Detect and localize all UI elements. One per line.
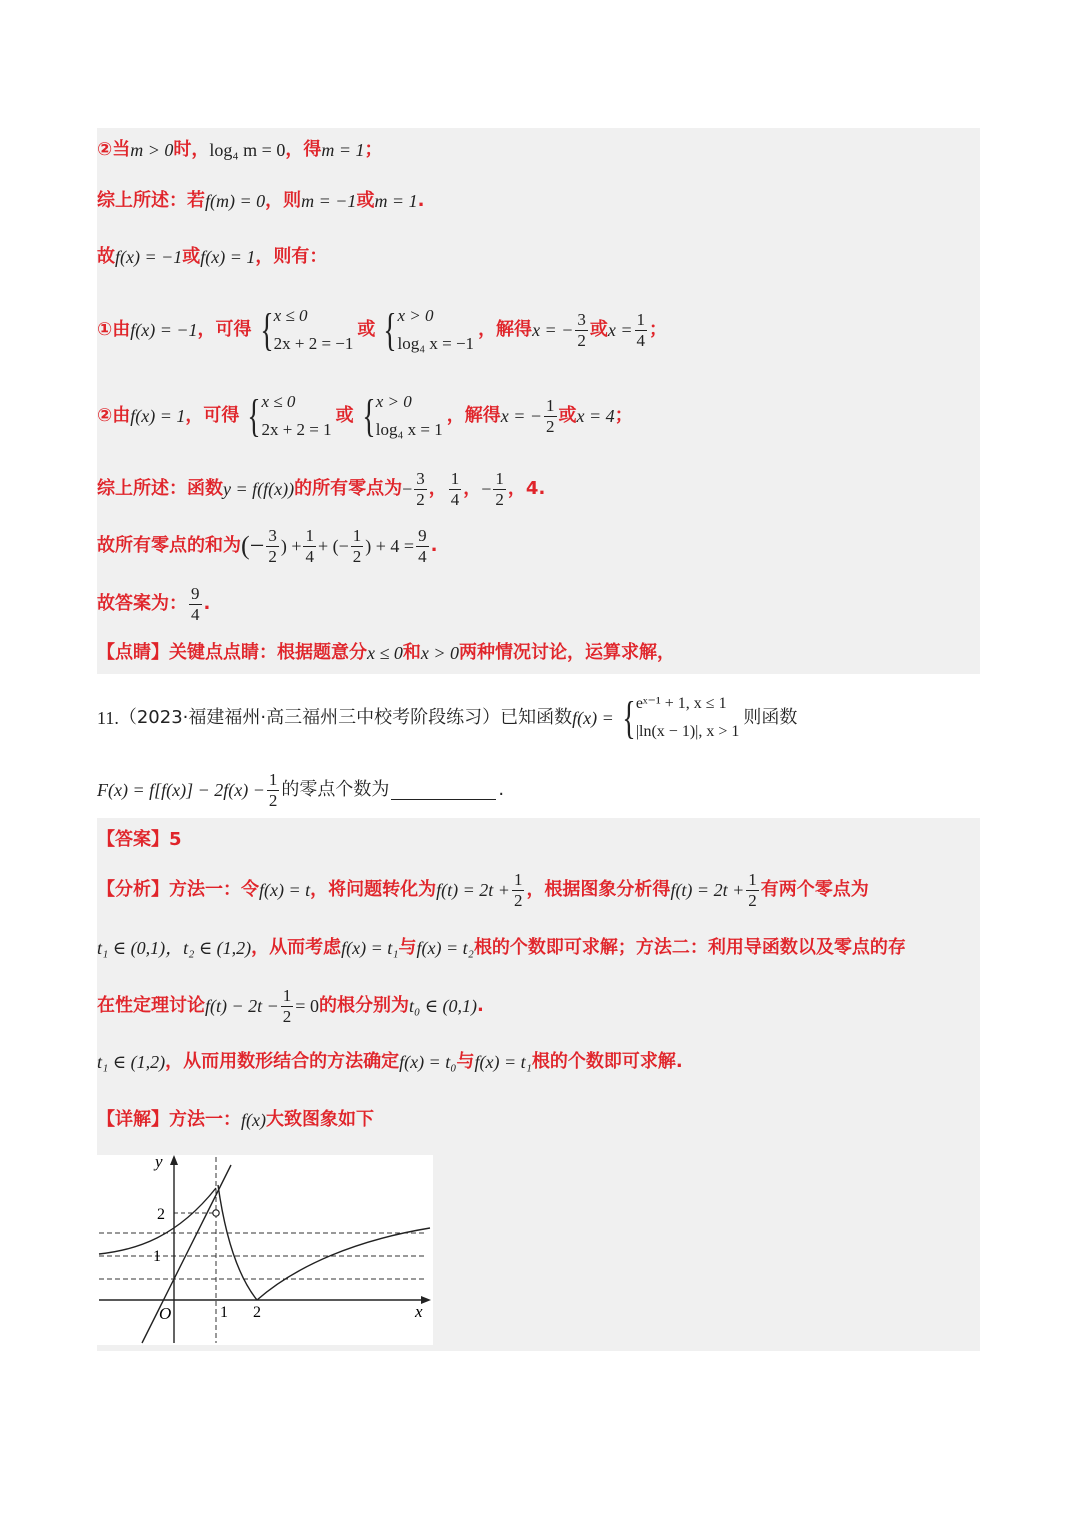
sol11-answer: 【答案】5 <box>97 829 182 850</box>
fraction: $\frac{1}{2}$ <box>268 769 278 810</box>
sol10-line-9: 【点睛】关键点点睛：根据题意分 x ≤ 0 和 x > 0 两种情况讨论，运算求解， <box>97 642 676 663</box>
fraction: $\frac{1}{4}$ <box>305 525 314 566</box>
fraction: $\frac{3}{2}$ <box>416 468 425 509</box>
fraction: $\frac{1}{2}$ <box>495 468 504 509</box>
fraction: $\frac{9}{4}$ <box>418 525 427 566</box>
q11-line-1: 11. （2023·福建福州·高三福州三中校考阶段练习）已知函数 f(x) = { eˣ⁻¹ + 1, x ≤ 1 |ln(x − 1)|, x > 1 则函数 <box>97 690 797 746</box>
sol10-line-6: 综上所述：函数 y = f(f(x)) 的所有零点为 − $\frac{3}{2}$ ， $\frac{1}{4}$ ， − $\frac{1}{2}$ ，4. <box>97 468 546 509</box>
graph-background <box>97 1155 433 1345</box>
q11-line-2: F(x) = f[f(x)] − 2f(x) − $\frac{1}{2}$ 的零点个数为 . <box>97 769 505 810</box>
sol10-line-1: ②当 m > 0 时， log₄ m = 0 ，得 m = 1 ； <box>97 139 383 160</box>
x-tick-2: 2 <box>253 1304 261 1321</box>
sol10-line-8: 故答案为： $\frac{9}{4}$ . <box>97 583 211 624</box>
sol10-line-7: 故所有零点的和为 (− $\frac{3}{2}$ ) + $\frac{1}{4}$ + (− $\frac{1}{2}$ ) + 4 = $\frac{9}{4}$ . <box>97 525 438 566</box>
y-axis-label: y <box>155 1155 163 1171</box>
answer-blank[interactable] <box>391 781 496 800</box>
fraction: $\frac{1}{2}$ <box>282 985 292 1026</box>
y-tick-2: 2 <box>157 1206 165 1223</box>
sol11-line-4: t₁ ∈ (1,2) ，从而用数形结合的方法确定 f(x) = t₀ 与 f(x) = t₁ 根的个数即可求解. <box>97 1051 683 1072</box>
fraction: $\frac{1}{2}$ <box>546 395 555 436</box>
fraction: $\frac{1}{2}$ <box>513 869 523 910</box>
sol10-line-5: ②由 f(x) = 1 ，可得 { x ≤ 0 2x + 2 = 1 或 { x > 0 log₄ x = 1 ，解得 x = − $\frac{1}{2}$ 或 x = 4 ； <box>97 386 633 446</box>
fraction: $\frac{1}{4}$ <box>450 468 460 509</box>
open-point <box>213 1210 219 1216</box>
piecewise-function: { eˣ⁻¹ + 1, x ≤ 1 |ln(x − 1)|, x > 1 <box>622 692 740 743</box>
equation-system: { x > 0 log₄ x = 1 <box>362 390 443 441</box>
y-tick-1: 1 <box>153 1248 161 1265</box>
x-axis-label: x <box>415 1302 423 1321</box>
origin-label: O <box>159 1304 172 1323</box>
sol10-line-2: 综上所述：若 f(m) = 0 ，则 m = −1 或 m = 1 . <box>97 190 425 211</box>
fraction: $\frac{1}{2}$ <box>748 869 757 910</box>
equation-system: { x ≤ 0 2x + 2 = 1 <box>247 390 332 441</box>
sol10-line-4: ①由 f(x) = −1 ，可得 { x ≤ 0 2x + 2 = −1 或 { x > 0 log₄ x = −1 ，解得 x = − $\frac{3}{2}$ 或 x = $\frac{1}{4}$ ； <box>97 300 667 360</box>
sol10-line-3: 故 f(x) = −1 或 f(x) = 1 ，则有： <box>97 246 328 267</box>
fraction: $\frac{1}{4}$ <box>636 309 645 350</box>
equation-system: { x > 0 log₄ x = −1 <box>383 304 475 355</box>
fraction: $\frac{9}{4}$ <box>191 583 200 624</box>
fraction: $\frac{3}{2}$ <box>268 525 277 566</box>
sol11-line-3: 在性定理讨论 f(t) − 2t − $\frac{1}{2}$ = 0 的根分别为 t₀ ∈ (0,1) . <box>97 985 484 1026</box>
fraction: $\frac{3}{2}$ <box>577 309 586 350</box>
sol11-detail: 【详解】方法一： f(x) 大致图象如下 <box>97 1109 374 1130</box>
x-tick-1: 1 <box>220 1304 228 1321</box>
fraction: $\frac{1}{2}$ <box>352 525 362 566</box>
sol11-line-1: 【分析】方法一：令 f(x) = t ，将问题转化为 f(t) = 2t + $\frac{1}{2}$ ，根据图象分析得 f(t) = 2t + $\frac{1}{2}$ 有两个零点为 <box>97 869 869 910</box>
sol11-line-2: t₁ ∈ (0,1)， t₂ ∈ (1,2) ，从而考虑 f(x) = t₁ 与 f(x) = t₂ 根的个数即可求解；方法二：利用导函数以及零点的存 <box>97 937 906 958</box>
equation-system: { x ≤ 0 2x + 2 = −1 <box>259 304 354 355</box>
function-graph <box>97 1155 433 1345</box>
